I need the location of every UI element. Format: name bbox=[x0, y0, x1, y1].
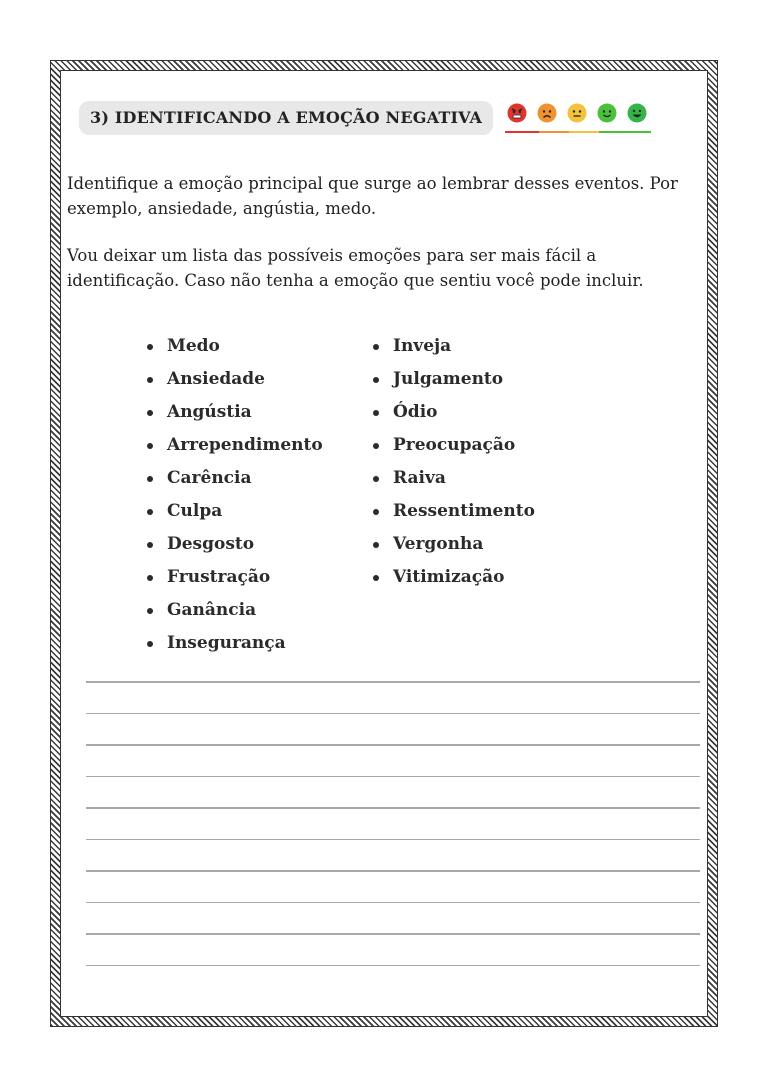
bullet-icon bbox=[373, 344, 379, 350]
scale-segment-yellow bbox=[569, 131, 599, 133]
page-border bbox=[50, 60, 718, 1027]
list-item: Ansiedade bbox=[147, 363, 323, 396]
list-item: Vergonha bbox=[373, 528, 535, 561]
writing-line[interactable] bbox=[86, 870, 700, 872]
bullet-icon bbox=[147, 476, 153, 482]
list-item: Carência bbox=[147, 462, 323, 495]
list-item: Frustração bbox=[147, 561, 323, 594]
scale-segment-green bbox=[599, 131, 651, 133]
bullet-icon bbox=[147, 410, 153, 416]
bullet-icon bbox=[147, 443, 153, 449]
bullet-icon bbox=[147, 377, 153, 383]
sad-face-icon bbox=[537, 103, 557, 123]
bullet-icon bbox=[373, 575, 379, 581]
list-item: Vitimização bbox=[373, 561, 535, 594]
angry-face-icon bbox=[507, 103, 527, 123]
bullet-icon bbox=[147, 542, 153, 548]
list-item: Inveja bbox=[373, 330, 535, 363]
writing-line[interactable] bbox=[86, 713, 700, 715]
emotion-list-column-1 bbox=[147, 330, 323, 660]
writing-line[interactable] bbox=[86, 933, 700, 935]
intro-paragraph-2: Vou deixar um lista das possíveis emoções para ser mais fácil a identificação. Caso não tenha a emoção que sentiu você pode incluir. bbox=[67, 246, 644, 290]
neutral-face-icon bbox=[567, 103, 587, 123]
bullet-icon bbox=[373, 443, 379, 449]
emotion-scale bbox=[507, 101, 651, 135]
writing-line[interactable] bbox=[86, 807, 700, 809]
slight-smile-face-icon bbox=[597, 103, 617, 123]
bullet-icon bbox=[147, 575, 153, 581]
intro-paragraph-1: Identifique a emoção principal que surge ao lembrar desses eventos. Por exemplo, ansiedade, angústia, medo. bbox=[67, 174, 678, 218]
list-item: Ganância bbox=[147, 594, 323, 627]
worksheet bbox=[60, 70, 708, 1017]
bullet-icon bbox=[373, 509, 379, 515]
bullet-icon bbox=[147, 344, 153, 350]
list-item: Julgamento bbox=[373, 363, 535, 396]
writing-line[interactable] bbox=[86, 965, 700, 967]
writing-area[interactable] bbox=[86, 681, 700, 996]
list-item: Raiva bbox=[373, 462, 535, 495]
list-item: Medo bbox=[147, 330, 323, 363]
bullet-icon bbox=[147, 608, 153, 614]
list-item: Insegurança bbox=[147, 627, 323, 660]
bullet-icon bbox=[373, 410, 379, 416]
list-item: Arrependimento bbox=[147, 429, 323, 462]
bullet-icon bbox=[147, 509, 153, 515]
list-item: Angústia bbox=[147, 396, 323, 429]
list-item: Ressentimento bbox=[373, 495, 535, 528]
bullet-icon bbox=[147, 641, 153, 647]
list-item: Desgosto bbox=[147, 528, 323, 561]
list-item: Preocupação bbox=[373, 429, 535, 462]
section-title: 3) IDENTIFICANDO A EMOÇÃO NEGATIVA bbox=[79, 101, 493, 135]
writing-line[interactable] bbox=[86, 681, 700, 683]
bullet-icon bbox=[373, 476, 379, 482]
bullet-icon bbox=[373, 377, 379, 383]
scale-segment-orange bbox=[539, 131, 569, 133]
list-item: Culpa bbox=[147, 495, 323, 528]
writing-line[interactable] bbox=[86, 776, 700, 778]
writing-line[interactable] bbox=[86, 839, 700, 841]
emotion-list-column-2 bbox=[373, 330, 535, 594]
writing-line[interactable] bbox=[86, 902, 700, 904]
scale-segment-red bbox=[505, 131, 539, 133]
list-item: Ódio bbox=[373, 396, 535, 429]
bullet-icon bbox=[373, 542, 379, 548]
happy-face-icon bbox=[627, 103, 647, 123]
writing-line[interactable] bbox=[86, 744, 700, 746]
